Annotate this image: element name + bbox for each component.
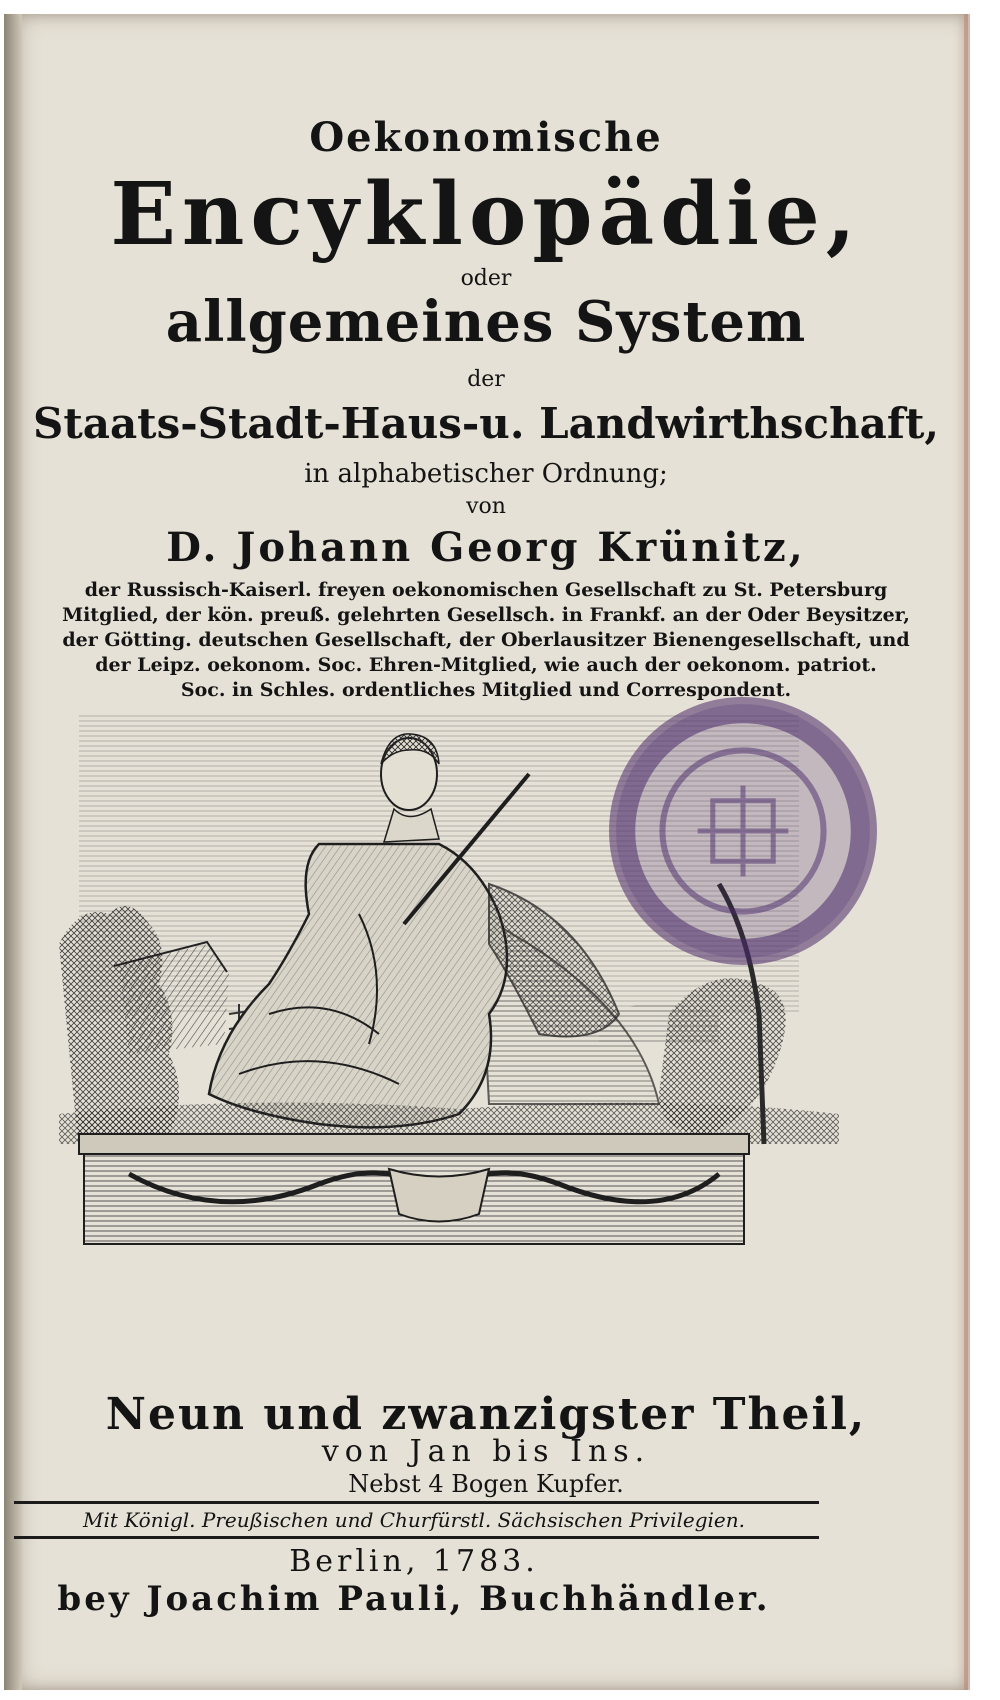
affiliation-line-5: Soc. in Schles. ordentliches Mitglied und Correspondent. (180, 679, 792, 701)
library-stamp-seal (602, 690, 884, 972)
volume-range: von Jan bis Ins. (321, 1434, 651, 1469)
title-line-2: Encyklopädie, (110, 164, 862, 265)
affiliation-line-1: der Russisch-Kaiserl. freyen oekonomischen Gesellschaft zu St. Petersburg (84, 579, 888, 601)
title-line-3: allgemeines System (165, 289, 807, 355)
title-page (4, 14, 968, 1690)
affiliation-line-3: der Götting. deutschen Gesellschaft, der Oberlausitzer Bienengesellschaft, und (62, 629, 910, 651)
rule-top (14, 1501, 819, 1504)
connector-der: der (467, 367, 505, 392)
imprint-place-year: Berlin, 1783. (289, 1544, 539, 1579)
affiliation-line-2: Mitglied, der kön. preuß. gelehrten Gesellsch. in Frankf. an der Oder Beysitzer, (62, 604, 910, 626)
title-line-1: Oekonomische (309, 114, 663, 161)
affiliation-line-4: der Leipz. oekonom. Soc. Ehren-Mitglied, wie auch der oekonom. patriot. (95, 654, 877, 676)
privilege-line: Mit Königl. Preußischen und Churfürstl. Sächsischen Privilegien. (82, 1508, 746, 1532)
plates-note: Nebst 4 Bogen Kupfer. (348, 1470, 624, 1498)
connector-von: von (466, 494, 506, 519)
connector-oder: oder (460, 266, 512, 291)
rule-bottom (14, 1536, 819, 1539)
title-line-4: Staats-Stadt-Haus-u. Landwirthschaft, (33, 399, 939, 448)
author-name: D. Johann Georg Krünitz, (166, 524, 806, 571)
imprint-publisher: bey Joachim Pauli, Buchhändler. (57, 1579, 771, 1619)
volume-title: Neun und zwanzigster Theil, (105, 1389, 867, 1440)
subtitle: in alphabetischer Ordnung; (304, 459, 668, 489)
